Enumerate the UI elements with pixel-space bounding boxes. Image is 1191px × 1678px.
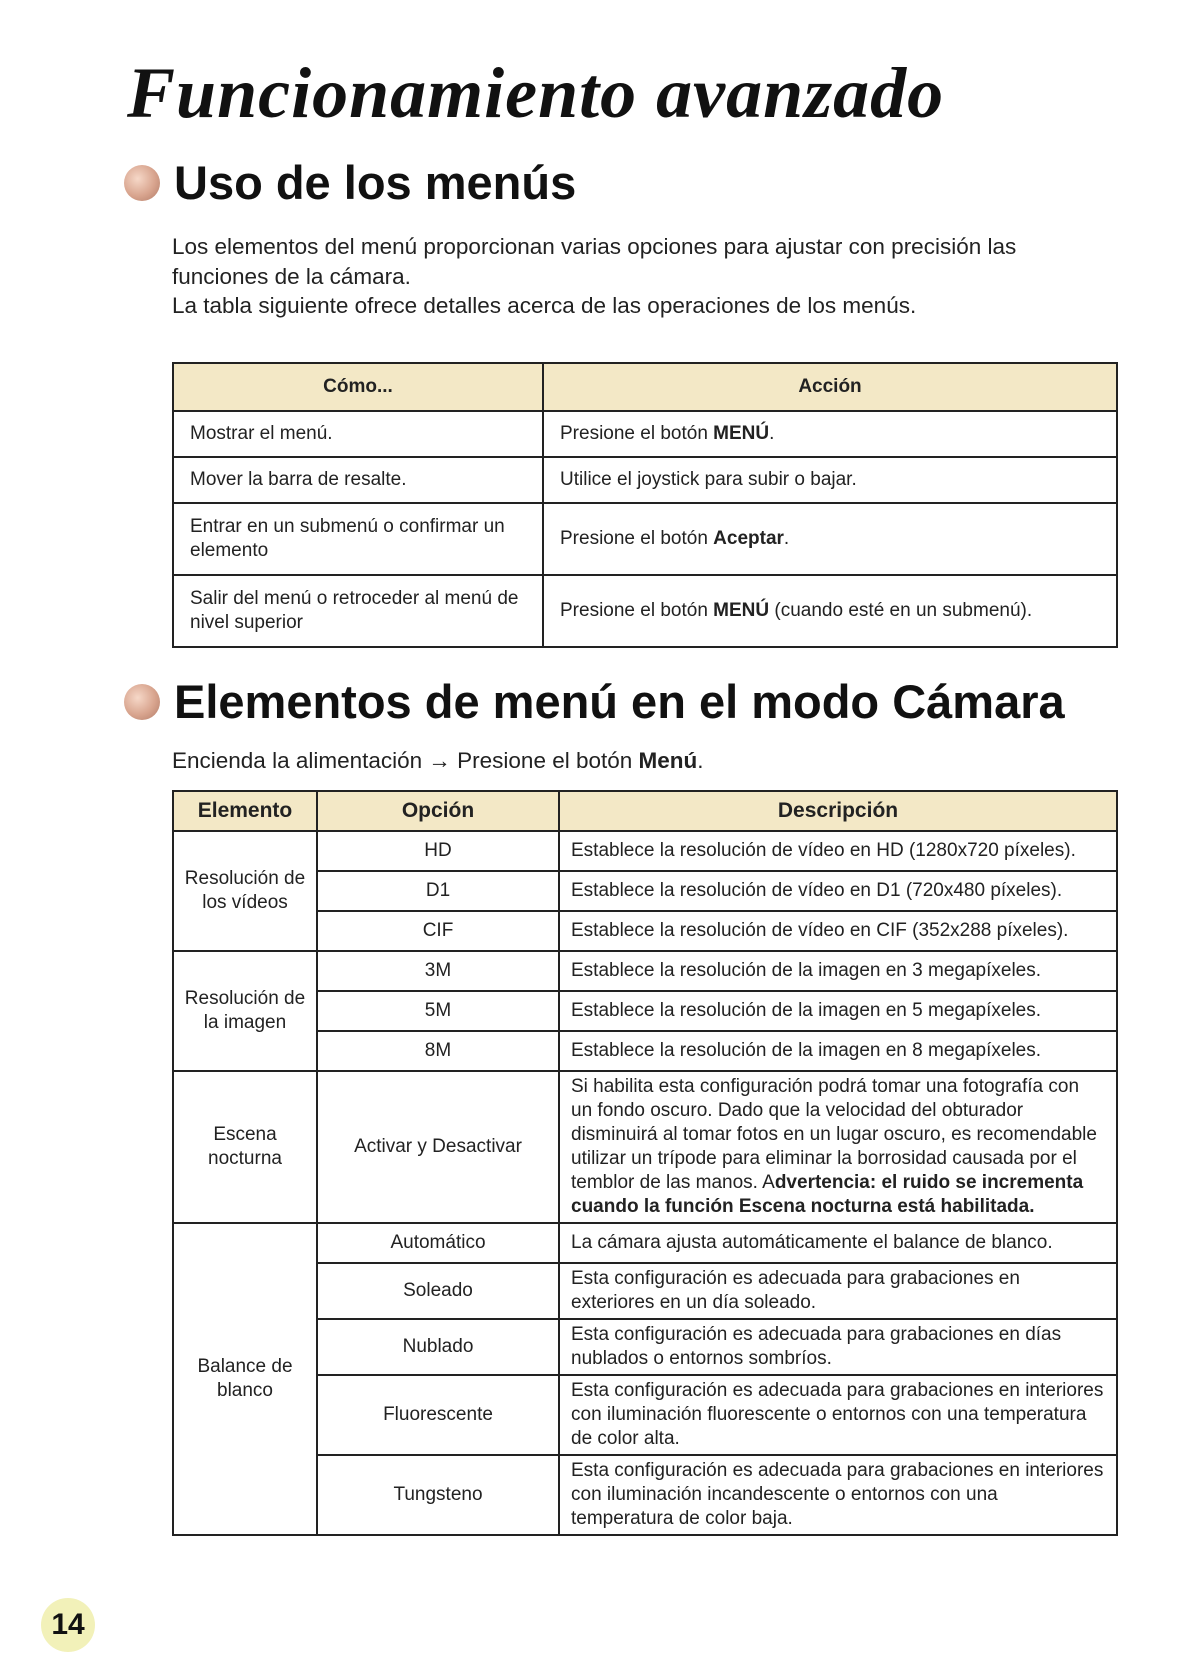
element-cell: Resolución de los vídeos xyxy=(173,831,317,951)
column-header-option: Opción xyxy=(317,791,559,831)
description-cell xyxy=(559,1071,1117,1223)
description-cell: Esta configuración es adecuada para grabaciones en exteriores en un día soleado. xyxy=(559,1263,1117,1319)
description-cell: Esta configuración es adecuada para grabaciones en interiores con iluminación incandescente o entornos con una temperatura de color baja. xyxy=(559,1455,1117,1535)
table-row xyxy=(173,411,1117,457)
page-number xyxy=(41,1598,95,1652)
instruction-post: . xyxy=(697,748,704,773)
description-cell: La cámara ajusta automáticamente el balance de blanco. xyxy=(559,1223,1117,1263)
action-text: (cuando esté en un submenú). xyxy=(769,600,1033,621)
how-cell: Mover la barra de resalte. xyxy=(173,457,543,503)
action-cell xyxy=(543,411,1117,457)
description-cell: Esta configuración es adecuada para grabaciones en días nublados o entornos sombríos. xyxy=(559,1319,1117,1375)
description-cell: Establece la resolución de la imagen en 3 megapíxeles. xyxy=(559,951,1117,991)
section-heading-text: Elementos de menú en el modo Cámara xyxy=(174,675,1065,728)
description-text: Si habilita esta configuración podrá tomar una fotografía con un fondo oscuro. Dado que la velocidad del obturador disminuirá al tomar fotos en un lugar oscuro, es recomendable utilizar un trípode para eliminar la borrosidad causada por el temblor de las manos. A xyxy=(571,1076,1097,1193)
action-button-name: MENÚ xyxy=(713,600,770,621)
instruction-button-name: Menú xyxy=(638,748,698,773)
intro-text xyxy=(172,232,1102,321)
element-cell: Escena nocturna xyxy=(173,1071,317,1223)
description-cell: Establece la resolución de vídeo en D1 (720x480 píxeles). xyxy=(559,871,1117,911)
action-text: Presione el botón xyxy=(560,528,714,549)
option-cell: 5M xyxy=(317,991,559,1031)
option-cell: Fluorescente xyxy=(317,1375,559,1455)
menu-operations-table xyxy=(172,362,1118,648)
action-button-name: MENÚ xyxy=(713,423,770,444)
page-number-text: 14 xyxy=(51,1608,85,1641)
option-cell: 3M xyxy=(317,951,559,991)
table-row xyxy=(173,951,1117,991)
column-header-element: Elemento xyxy=(173,791,317,831)
option-cell: Nublado xyxy=(317,1319,559,1375)
table-row xyxy=(173,1071,1117,1223)
option-cell: Tungsteno xyxy=(317,1455,559,1535)
section-heading-text: Uso de los menús xyxy=(174,156,577,209)
description-cell: Establece la resolución de vídeo en CIF (352x288 píxeles). xyxy=(559,911,1117,951)
instruction-text xyxy=(172,748,704,774)
option-cell: D1 xyxy=(317,871,559,911)
option-cell: Activar y Desactivar xyxy=(317,1071,559,1223)
option-cell: CIF xyxy=(317,911,559,951)
action-text: . xyxy=(769,423,775,444)
intro-paragraph: La tabla siguiente ofrece detalles acerca de las operaciones de los menús. xyxy=(172,293,917,318)
description-cell: Esta configuración es adecuada para grabaciones en interiores con iluminación fluorescente o entornos con una temperatura de color alta. xyxy=(559,1375,1117,1455)
column-header-how: Cómo... xyxy=(173,363,543,411)
how-cell: Entrar en un submenú o confirmar un elemento xyxy=(173,503,543,575)
table-header-row xyxy=(173,791,1117,831)
camera-menu-items-table xyxy=(172,790,1118,1536)
table-header-row xyxy=(173,363,1117,411)
table-row xyxy=(173,575,1117,647)
section-bullet-icon xyxy=(124,165,160,201)
action-cell xyxy=(543,575,1117,647)
how-cell: Salir del menú o retroceder al menú de nivel superior xyxy=(173,575,543,647)
action-cell xyxy=(543,503,1117,575)
intro-paragraph: Los elementos del menú proporcionan varias opciones para ajustar con precisión las funciones de la cámara. xyxy=(172,234,1017,289)
table-row xyxy=(173,503,1117,575)
description-cell: Establece la resolución de la imagen en 8 megapíxeles. xyxy=(559,1031,1117,1071)
column-header-action: Acción xyxy=(543,363,1117,411)
table-row xyxy=(173,831,1117,871)
table-row xyxy=(173,457,1117,503)
option-cell: HD xyxy=(317,831,559,871)
option-cell: Automático xyxy=(317,1223,559,1263)
how-cell: Mostrar el menú. xyxy=(173,411,543,457)
warning-text: dvertencia: el ruido se incrementa cuando la función Escena nocturna está habilitada. xyxy=(571,1172,1084,1217)
action-cell xyxy=(543,457,1117,503)
option-cell: 8M xyxy=(317,1031,559,1071)
option-cell: Soleado xyxy=(317,1263,559,1319)
element-cell: Balance de blanco xyxy=(173,1223,317,1535)
action-text: . xyxy=(783,528,790,549)
section-heading-menus xyxy=(124,155,576,210)
instruction-pre: Encienda la alimentación → Presione el botón xyxy=(172,748,639,773)
action-text: Presione el botón xyxy=(560,600,714,621)
table-row xyxy=(173,1223,1117,1263)
column-header-description: Descripción xyxy=(559,791,1117,831)
page-title: Funcionamiento avanzado xyxy=(127,53,945,133)
description-cell: Establece la resolución de la imagen en 5 megapíxeles. xyxy=(559,991,1117,1031)
section-bullet-icon xyxy=(124,684,160,720)
element-cell: Resolución de la imagen xyxy=(173,951,317,1071)
action-text: Presione el botón xyxy=(560,423,714,444)
action-text: Utilice el joystick para subir o bajar. xyxy=(560,469,857,490)
section-heading-camera-menu xyxy=(124,674,1065,729)
description-cell: Establece la resolución de vídeo en HD (1280x720 píxeles). xyxy=(559,831,1117,871)
action-button-name: Aceptar xyxy=(713,528,784,549)
